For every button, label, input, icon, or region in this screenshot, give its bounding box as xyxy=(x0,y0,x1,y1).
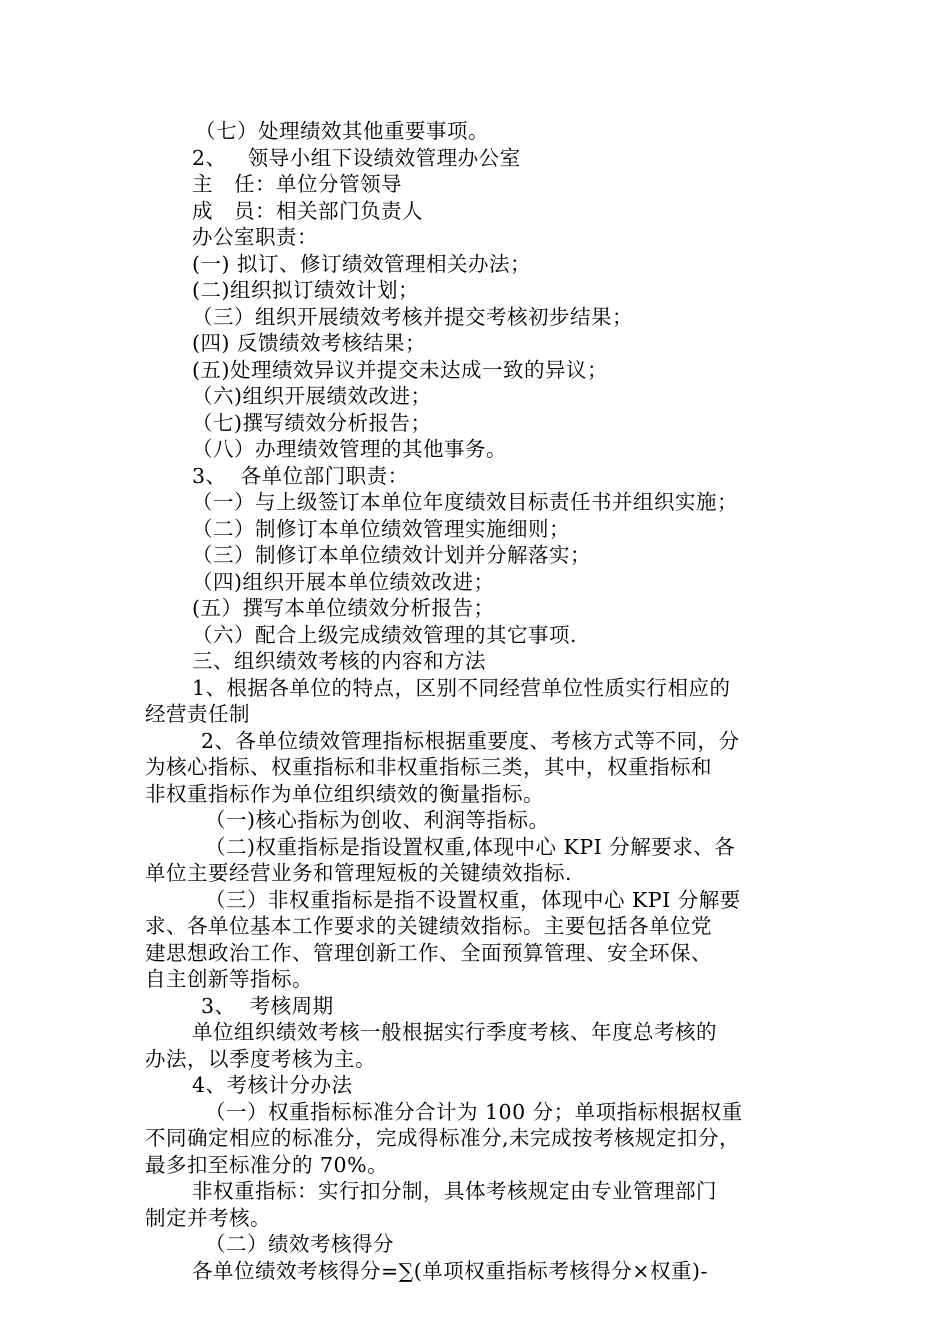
text-line: 办公室职责： xyxy=(192,225,318,249)
text-line: （三）非权重指标是指不设置权重，体现中心 KPI 分解要 xyxy=(205,887,741,912)
text-line: (一) 拟订、修订绩效管理相关办法； xyxy=(192,251,532,276)
text-line: 经营责任制 xyxy=(145,702,250,726)
text-line: (四) 反馈绩效考核结果； xyxy=(192,331,427,355)
text-line: 建思想政治工作、管理创新工作、全面预算管理、安全环保、 xyxy=(145,940,712,965)
text-line: (二)组织拟订绩效计划； xyxy=(192,278,419,302)
text-line: 不同确定相应的标准分，完成得标准分,未完成按考核规定扣分， xyxy=(145,1126,741,1150)
text-line: （六）配合上级完成绩效管理的其它事项. xyxy=(192,622,578,647)
section-heading: 三、组织绩效考核的内容和方法 xyxy=(192,649,486,673)
text-line: 最多扣至标准分的 70%。 xyxy=(145,1152,389,1177)
text-line: 3、 考核周期 xyxy=(201,993,334,1018)
text-line: （三）组织开展绩效考核并提交考核初步结果； xyxy=(192,304,633,329)
text-line: 非权重指标：实行扣分制，具体考核规定由专业管理部门 xyxy=(192,1179,717,1203)
text-line: 单位主要经营业务和管理短板的关键绩效指标. xyxy=(145,861,573,885)
text-line: 求、各单位基本工作要求的关键绩效指标。主要包括各单位党 xyxy=(145,914,712,938)
text-line: （八）办理绩效管理的其他事务。 xyxy=(192,437,507,461)
text-line: （二)权重指标是指设置权重,体现中心 KPI 分解要求、各 xyxy=(205,834,736,859)
text-line: （六)组织开展绩效改进； xyxy=(192,384,432,408)
text-line: （四)组织开展本单位绩效改进； xyxy=(192,569,495,594)
text-line: 非权重指标作为单位组织绩效的衡量指标。 xyxy=(145,781,544,806)
text-line: 4、考核计分办法 xyxy=(192,1073,353,1097)
text-line: 3、 各单位部门职责： xyxy=(192,463,409,488)
text-line: （七)撰写绩效分析报告； xyxy=(192,410,432,435)
text-line: （二）绩效考核得分 xyxy=(205,1232,394,1256)
text-line: (五)处理绩效异议并提交未达成一致的异议； xyxy=(192,357,608,382)
text-line: 1、根据各单位的特点，区别不同经营单位性质实行相应的 xyxy=(192,675,731,700)
text-line: 2、各单位绩效管理指标根据重要度、考核方式等不同，分 xyxy=(201,728,740,753)
text-line: (五）撰写本单位绩效分析报告； xyxy=(192,596,495,620)
text-line: 制定并考核。 xyxy=(145,1205,271,1230)
text-line: （一)核心指标为创收、利润等指标。 xyxy=(205,808,550,832)
text-line: 为核心指标、权重指标和非权重指标三类，其中，权重指标和 xyxy=(145,755,712,779)
text-line: （二）制修订本单位绩效管理实施细则； xyxy=(192,516,570,541)
text-line: 单位组织绩效考核一般根据实行季度考核、年度总考核的 xyxy=(192,1020,717,1044)
text-line: （一）与上级签订本单位年度绩效目标责任书并组织实施； xyxy=(192,490,738,514)
text-line: 自主创新等指标。 xyxy=(145,967,313,991)
document-body xyxy=(145,118,810,1284)
text-line: 各单位绩效考核得分=∑(单项权重指标考核得分×权重)- xyxy=(192,1258,708,1283)
text-line: 成 员：相关部门负责人 xyxy=(192,198,424,223)
text-line: 2、 领导小组下设绩效管理办公室 xyxy=(192,145,521,170)
text-line: （三）制修订本单位绩效计划并分解落实； xyxy=(192,543,591,567)
text-line: 主 任：单位分管领导 xyxy=(192,172,403,196)
text-line: 办法，以季度考核为主。 xyxy=(145,1046,376,1071)
text-line: （一）权重指标标准分合计为 100 分；单项指标根据权重 xyxy=(205,1099,743,1124)
text-line: （七）处理绩效其他重要事项。 xyxy=(195,119,489,143)
